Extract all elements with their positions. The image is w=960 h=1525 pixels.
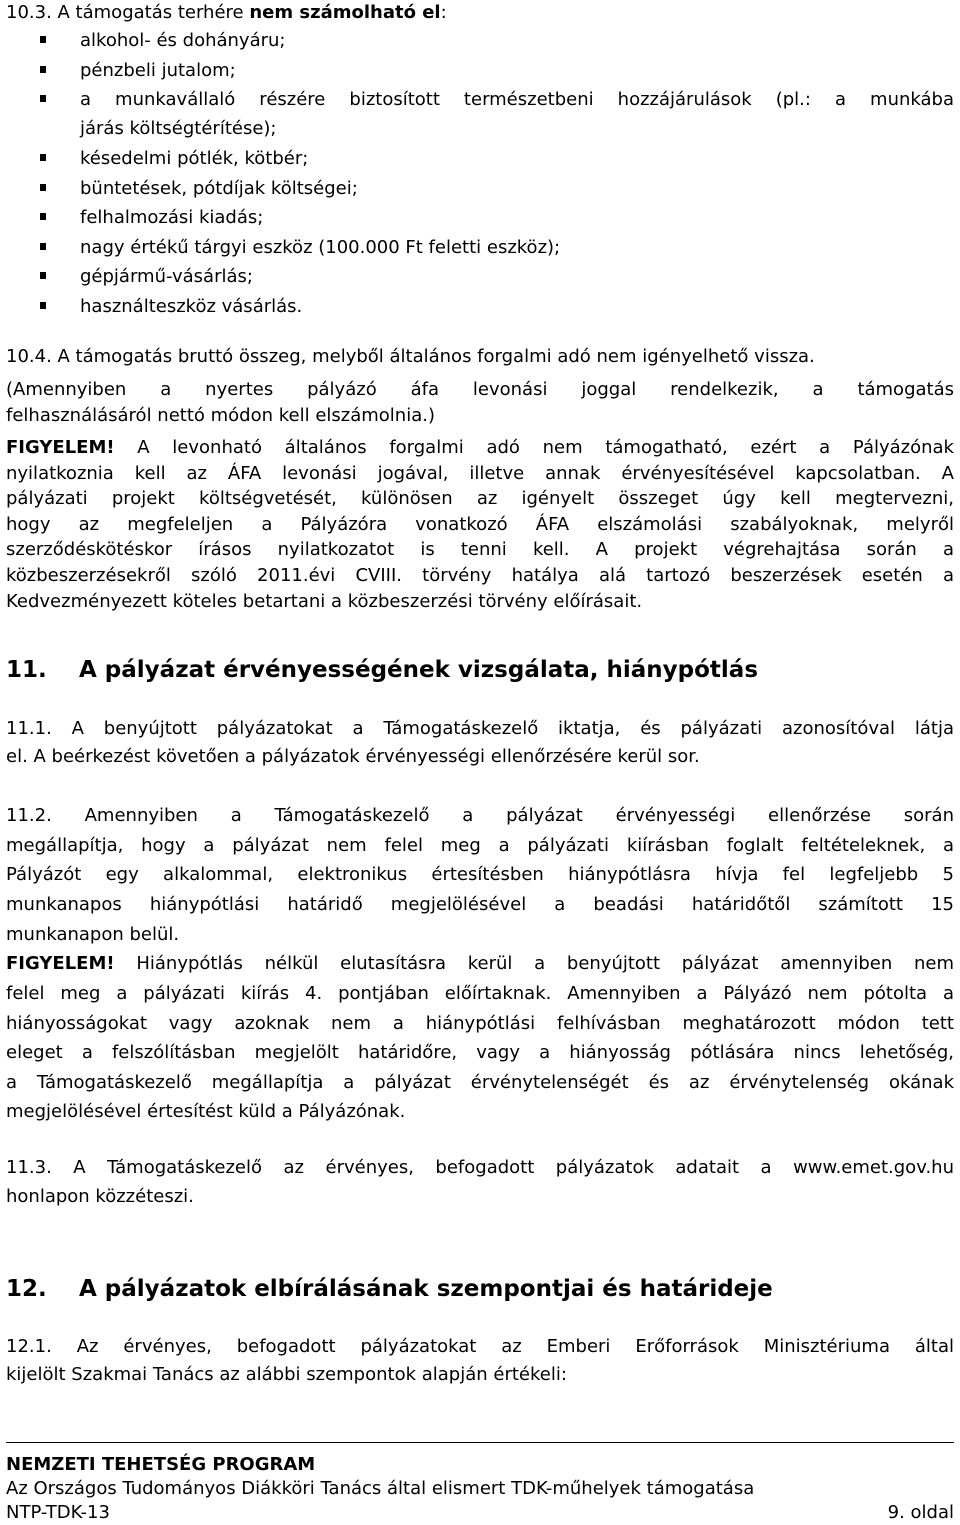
paragraph-line: megjelölésével értesítést küld a Pályázónak. (6, 1101, 406, 1122)
bullet-square-icon (40, 66, 46, 73)
lead-bold-text: nem számolható el (249, 2, 441, 23)
paragraph-line: hiányosságokat vagy azoknak nem a hiánypótlási felhívásban meghatározott módon tett (6, 1013, 954, 1034)
paragraph-line: (Amennyiben a nyertes pályázó áfa levonási joggal rendelkezik, a támogatás (6, 379, 954, 400)
list-item: késedelmi pótlék, kötbér; (80, 148, 309, 169)
paragraph-line: pályázati projekt költségvetését, különösen az igényelt összeget úgy kell megtervezni, (6, 488, 954, 509)
paragraph-line: kijelölt Szakmai Tanács az alábbi szempontok alapján értékeli: (6, 1364, 567, 1385)
paragraph-line: honlapon közzéteszi. (6, 1186, 194, 1207)
list-item: pénzbeli jutalom; (80, 60, 236, 81)
paragraph-line: munkanapon belül. (6, 924, 180, 945)
list-item: a munkavállaló részére biztosított természetbeni hozzájárulások (pl.: a munkába (80, 89, 954, 110)
section-11-title: A pályázat érvényességének vizsgálata, hiánypótlás (79, 657, 759, 683)
list-item: használteszköz vásárlás. (80, 296, 303, 317)
paragraph-line: 10.4. A támogatás bruttó összeg, melyből általános forgalmi adó nem igényelhető vissza. (6, 346, 815, 367)
section-12-title: A pályázatok elbírálásának szempontjai és határideje (79, 1276, 773, 1302)
notice-first-line (6, 951, 954, 977)
paragraph-line: 11.3. A Támogatáskezelő az érvényes, befogadott pályázatok adatait a www.emet.gov.hu (6, 1157, 954, 1178)
list-item: alkohol- és dohányáru; (80, 30, 286, 51)
list-item: gépjármű-vásárlás; (80, 266, 253, 287)
paragraph-line: felel meg a pályázati kiírás 4. pontjában előírtaknak. Amennyiben a Pályázó nem pótolta a (6, 983, 954, 1004)
bullet-square-icon (40, 272, 46, 279)
section-10-3-lead (6, 0, 447, 26)
paragraph-line: felhasználásáról nettó módon kell elszámolnia.) (6, 405, 435, 426)
lead-text: 10.3. A támogatás terhére (6, 2, 250, 23)
paragraph-line: nyilatkoznia kell az ÁFA levonási jogával, illetve annak érvényesítésével kapcsolatban. A (6, 463, 954, 484)
bullet-square-icon (40, 243, 46, 250)
paragraph-line: 12.1. Az érvényes, befogadott pályázatokat az Emberi Erőforrások Minisztériuma által (6, 1336, 954, 1357)
paragraph-line: szerződéskötéskor írásos nyilatkozatot is tenni kell. A projekt végrehajtása során a (6, 539, 954, 560)
notice-label: FIGYELEM! (6, 437, 115, 458)
section-12-number: 12. (6, 1276, 47, 1302)
notice-text: Hiánypótlás nélkül elutasításra kerül a benyújtott pályázat amennyiben nem (114, 953, 954, 974)
notice-text: A levonható általános forgalmi adó nem támogatható, ezért a Pályázónak (114, 437, 954, 458)
footer-code: NTP-TDK-13 (6, 1502, 110, 1523)
bullet-square-icon (40, 95, 46, 102)
bullet-square-icon (40, 213, 46, 220)
notice-label: FIGYELEM! (6, 953, 115, 974)
bullet-square-icon (40, 36, 46, 43)
bullet-square-icon (40, 184, 46, 191)
paragraph-line: eleget a felszólításban megjelölt határidőre, vagy a hiányosság pótlására nincs lehetőség, (6, 1042, 954, 1063)
paragraph-line: megállapítja, hogy a pályázat nem felel meg a pályázati kiírásban foglalt feltételeknek, a (6, 835, 954, 856)
paragraph-line: 11.2. Amennyiben a Támogatáskezelő a pályázat érvényességi ellenőrzése során (6, 805, 954, 826)
bullet-square-icon (40, 154, 46, 161)
footer-subtitle: Az Országos Tudományos Diákköri Tanács által elismert TDK-műhelyek támogatása (6, 1478, 755, 1499)
paragraph-line: el. A beérkezést követően a pályázatok érvényességi ellenőrzésére kerül sor. (6, 746, 700, 767)
paragraph-line: Pályázót egy alkalommal, elektronikus értesítésben hiánypótlásra hívja fel legfeljebb 5 (6, 864, 954, 885)
paragraph-line: Kedvezményezett köteles betartani a közbeszerzési törvény előírásait. (6, 591, 643, 612)
section-11-number: 11. (6, 657, 47, 683)
paragraph-line: munkanapos hiánypótlási határidő megjelölésével a beadási határidőtől számított 15 (6, 894, 954, 915)
footer-divider (6, 1442, 954, 1443)
list-item: nagy értékű tárgyi eszköz (100.000 Ft feletti eszköz); (80, 237, 561, 258)
lead-suffix: : (440, 2, 447, 23)
list-item: felhalmozási kiadás; (80, 207, 264, 228)
paragraph-line: közbeszerzésekről szóló 2011.évi CVIII. törvény hatálya alá tartozó beszerzések esetén a (6, 565, 954, 586)
list-item-continuation: járás költségtérítése); (80, 118, 277, 139)
page-number: 9. oldal (887, 1502, 954, 1523)
bullet-square-icon (40, 302, 46, 309)
footer-program: NEMZETI TEHETSÉG PROGRAM (6, 1454, 316, 1475)
paragraph-line: 11.1. A benyújtott pályázatokat a Támogatáskezelő iktatja, és pályázati azonosítóval látja (6, 718, 954, 739)
list-item: büntetések, pótdíjak költségei; (80, 178, 358, 199)
notice-first-line (6, 435, 954, 461)
paragraph-line: hogy az megfeleljen a Pályázóra vonatkozó ÁFA elszámolási szabályoknak, melyről (6, 514, 954, 535)
paragraph-line: a Támogatáskezelő megállapítja a pályázat érvénytelenségét és az érvénytelenség okának (6, 1072, 954, 1093)
